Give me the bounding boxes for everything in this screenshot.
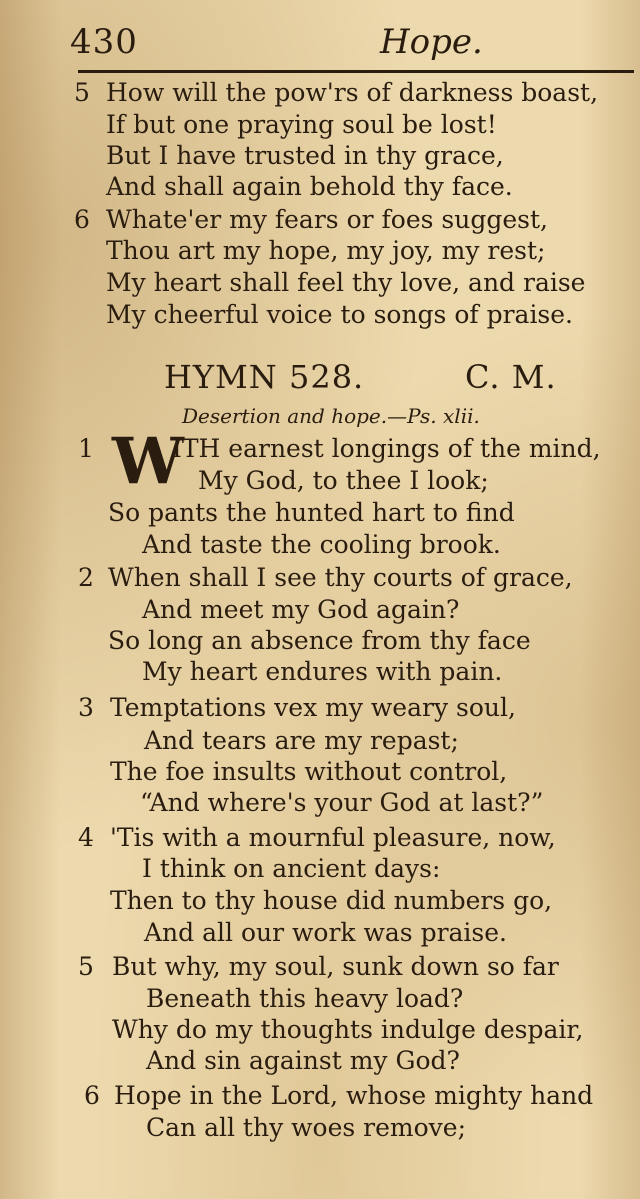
hymn-meter: C. M.	[465, 358, 557, 396]
verse-text: 'Tis with a mournful pleasure, now,	[110, 823, 556, 852]
hymn-subtitle: Desertion and hope.—Ps. xlii.	[182, 404, 480, 428]
verse-text: So pants the hunted hart to find	[108, 498, 515, 527]
verse-text: When shall I see thy courts of grace,	[108, 563, 573, 592]
stanza-number: 6	[84, 1081, 100, 1110]
stanza-number: 1	[78, 434, 94, 463]
stanza-number: 6	[74, 205, 90, 234]
verse-text: “And where's your God at last?”	[140, 788, 544, 817]
verse-text: And all our work was praise.	[144, 918, 508, 947]
verse-text: Thou art my hope, my joy, my rest;	[106, 236, 546, 265]
stanza-number: 5	[78, 952, 94, 981]
verse-text: My heart endures with pain.	[142, 657, 503, 686]
verse-text: But why, my soul, sunk down so far	[112, 952, 559, 981]
verse-text: ITH earnest longings of the mind,	[172, 434, 601, 463]
drop-cap: W	[112, 424, 184, 499]
verse-text: My cheerful voice to songs of praise.	[106, 300, 574, 329]
hymn-title: HYMN 528.	[164, 358, 365, 396]
verse-text: But I have trusted in thy grace,	[106, 141, 504, 170]
verse-text: The foe insults without control,	[110, 757, 508, 786]
verse-text: Can all thy woes remove;	[146, 1113, 467, 1142]
stanza-number: 2	[78, 563, 94, 592]
verse-text: If but one praying soul be lost!	[106, 110, 497, 139]
verse-text: Then to thy house did numbers go,	[110, 886, 553, 915]
verse-text: Whate'er my fears or foes suggest,	[106, 205, 548, 234]
stanza-number: 5	[74, 78, 90, 107]
verse-text: Temptations vex my weary soul,	[110, 693, 516, 722]
verse-text: Why do my thoughts indulge despair,	[112, 1015, 584, 1044]
verse-text: And meet my God again?	[142, 595, 460, 624]
page-header	[70, 18, 630, 68]
stanza-number: 3	[78, 693, 94, 722]
verse-text: I think on ancient days:	[142, 854, 441, 883]
stanza-number: 4	[78, 823, 94, 852]
page-number: 430	[70, 22, 138, 62]
verse-text: How will the pow'rs of darkness boast,	[106, 78, 599, 107]
hymn-heading	[0, 358, 640, 398]
verse-text: My heart shall feel thy love, and raise	[106, 268, 586, 297]
verse-text: And sin against my God?	[146, 1046, 460, 1075]
verse-text: And shall again behold thy face.	[106, 172, 513, 201]
verse-text: And taste the cooling brook.	[142, 530, 501, 559]
verse-text: Hope in the Lord, whose mighty hand	[114, 1081, 594, 1110]
verse-text: My God, to thee I look;	[198, 466, 489, 495]
verse-text: So long an absence from thy face	[108, 626, 531, 655]
running-title: Hope.	[380, 22, 483, 62]
verse-text: Beneath this heavy load?	[146, 984, 464, 1013]
verse-text: And tears are my repast;	[144, 726, 459, 755]
header-rule	[78, 70, 634, 73]
